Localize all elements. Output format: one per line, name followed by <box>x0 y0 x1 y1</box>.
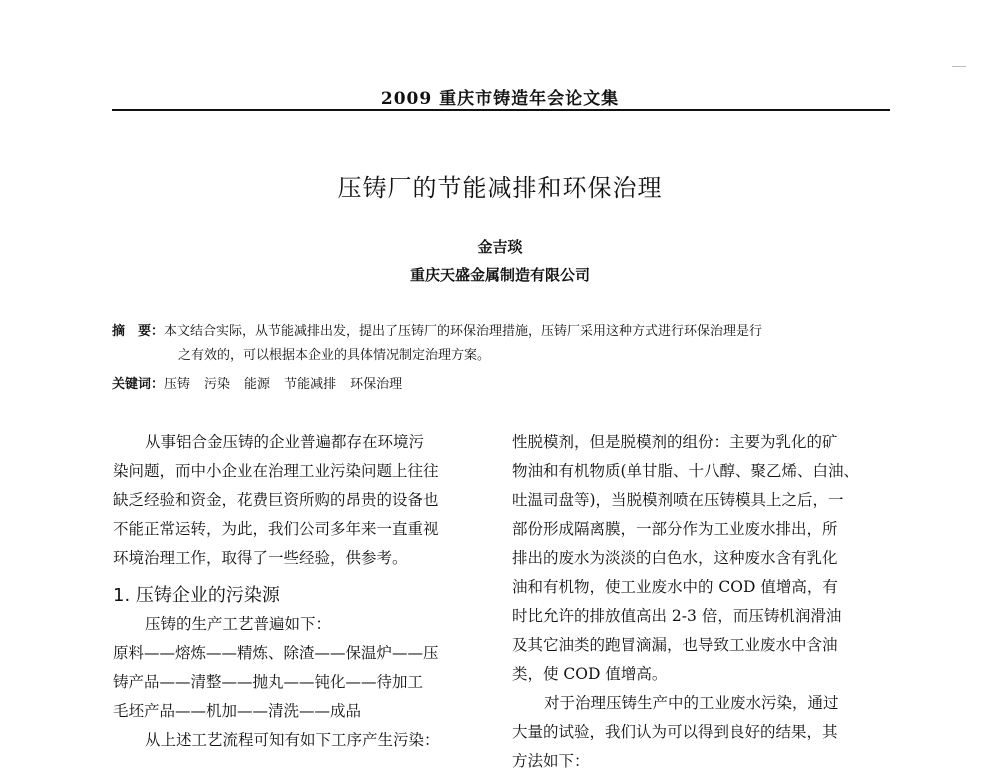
body-line: 物油和有机物质(单甘脂、十八醇、聚乙烯、白油、 <box>512 462 860 480</box>
keyword: 压铸 <box>164 377 191 392</box>
header-rule <box>112 109 890 111</box>
body-line: 毛坯产品——机加——清洗——成品 <box>113 702 362 720</box>
abstract <box>112 320 892 368</box>
abstract-line-2: 之有效的，可以根据本企业的具体情况制定治理方案。 <box>178 348 491 363</box>
body-line: 染问题，而中小企业在治理工业污染问题上往往 <box>113 462 439 480</box>
body-line: 缺乏经验和资金，花费巨资所购的昂贵的设备也 <box>113 491 439 509</box>
author-name: 金吉琰 <box>477 238 523 256</box>
body-line: 油和有机物，使工业废水中的 COD 值增高，有 <box>512 578 838 596</box>
body-line: 吐温司盘等)，当脱模剂喷在压铸模具上之后，一 <box>512 491 844 509</box>
body-line: 部份形成隔离膜，一部分作为工业废水排出，所 <box>512 520 838 538</box>
abstract-label: 摘 要： <box>112 324 165 339</box>
paper-title: 压铸厂的节能减排和环保治理 <box>337 174 663 202</box>
body-line: 环境治理工作，取得了一些经验，供参考。 <box>113 549 408 567</box>
body-line: 从事铝合金压铸的企业普遍都存在环境污 <box>145 433 425 451</box>
keyword: 能源 <box>244 377 271 392</box>
keywords <box>112 373 892 397</box>
body-line: 从上述工艺流程可知有如下工序产生污染： <box>145 731 440 749</box>
scan-corner-mark <box>952 66 966 81</box>
body-line: 排出的废水为淡淡的白色水，这种废水含有乳化 <box>512 549 838 567</box>
body-line: 方法如下： <box>512 752 590 770</box>
author-affiliation: 重庆天盛金属制造有限公司 <box>409 266 590 284</box>
section-heading: 1. 压铸企业的污染源 <box>113 585 280 606</box>
body-line: 不能正常运转，为此，我们公司多年来一直重视 <box>113 520 439 538</box>
body-line: 及其它油类的跑冒滴漏，也导致工业废水中含油 <box>512 636 838 654</box>
body-line: 铸产品——清整——抛丸——钝化——待加工 <box>113 673 424 691</box>
keyword: 节能减排 <box>284 377 337 392</box>
body-line: 原料——熔炼——精炼、除渣——保温炉——压 <box>113 644 439 662</box>
keyword: 污染 <box>204 377 231 392</box>
keyword: 环保治理 <box>350 377 403 392</box>
abstract-line-1: 本文结合实际，从节能减排出发，提出了压铸厂的环保治理措施，压铸厂采用这种方式进行环保治理是行 <box>164 324 763 339</box>
body-line: 类，使 COD 值增高。 <box>512 665 668 683</box>
left-column <box>113 428 487 755</box>
running-header: 2009 重庆市铸造年会论文集 <box>380 89 620 109</box>
body-line: 压铸的生产工艺普遍如下： <box>145 615 332 633</box>
keywords-label: 关键词： <box>112 377 165 392</box>
body-line: 大量的试验，我们认为可以得到良好的结果，其 <box>512 723 838 741</box>
right-column <box>512 428 888 776</box>
body-line: 性脱模剂，但是脱模剂的组份：主要为乳化的矿 <box>512 433 838 451</box>
body-line: 时比允许的排放值高出 2-3 倍，而压铸机润滑油 <box>512 607 842 625</box>
body-line: 对于治理压铸生产中的工业废水污染，通过 <box>544 694 839 712</box>
